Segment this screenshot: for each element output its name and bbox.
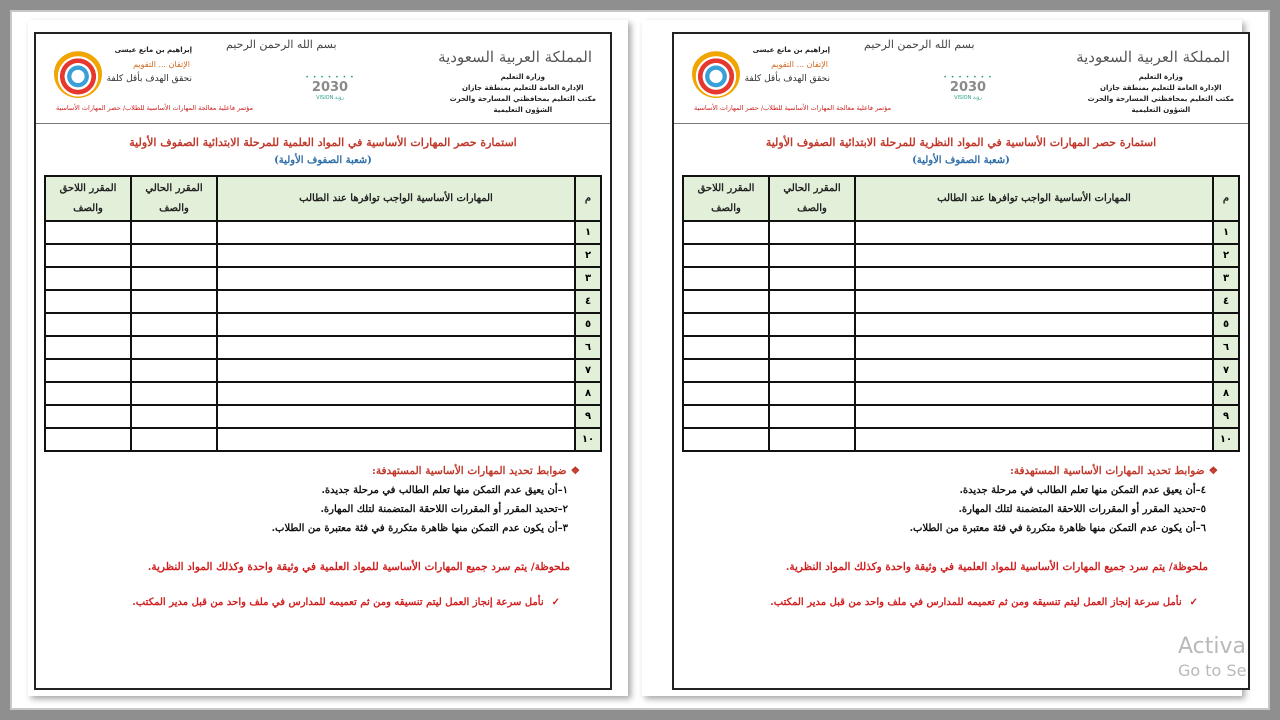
vision-dots-icon: • • • • • • •	[943, 74, 993, 81]
current-cell[interactable]	[769, 382, 855, 405]
check-note: ✓نأمل سرعة إنجاز العمل ليتم تنسيقه ومن ثم تعميمه للمدارس في ملف واحد من قبل مدير المكتب.	[132, 597, 560, 608]
table-row: ٧	[45, 359, 601, 382]
conference-line: مؤتمر فاعلية معالجة المهارات الأساسية للطلاب/ حصر المهارات الأساسية	[56, 104, 254, 112]
next-cell[interactable]	[45, 382, 131, 405]
current-cell[interactable]	[769, 336, 855, 359]
next-cell[interactable]	[683, 244, 769, 267]
current-cell[interactable]	[769, 221, 855, 244]
current-cell[interactable]	[769, 244, 855, 267]
table-row: ٧	[683, 359, 1239, 382]
next-cell[interactable]	[683, 428, 769, 451]
skill-cell[interactable]	[855, 244, 1213, 267]
school-logo: إبراهيم بن مانع عيسى الإتقان ... التقويم نحقق الهدف بأقل كلفة	[690, 46, 832, 100]
criteria-item: ٢–تحديد المقرر أو المقررات اللاحقة المتضمنة لتلك المهارة.	[320, 504, 568, 515]
col-num-header: م	[1213, 176, 1239, 221]
check-icon: ✓	[1189, 597, 1198, 608]
basmala: بسم الله الرحمن الرحيم	[226, 38, 337, 51]
note-text: ملحوظة/ يتم سرد جميع المهارات الأساسية للمواد العلمية في وثيقة واحدة وكذلك المواد النظرية.	[147, 561, 570, 573]
kingdom-calligraphy: المملكة العربية السعودية	[438, 48, 592, 66]
skill-cell[interactable]	[217, 382, 575, 405]
office-info: وزارة التعليم الإدارة العامة للتعليم بمنطقة جازان مكتب التعليم بمحافظتي المسارحة والحرث الشؤون التعليمية	[449, 73, 596, 114]
table-row: ٦	[45, 336, 601, 359]
table-row: ٩	[683, 405, 1239, 428]
criteria-item: ١–أن يعيق عدم التمكن منها تعلم الطالب في مرحلة جديدة.	[321, 485, 568, 496]
kingdom-calligraphy: المملكة العربية السعودية	[1076, 48, 1230, 66]
table-header-row	[45, 176, 601, 221]
current-cell[interactable]	[131, 336, 217, 359]
criteria-item: ٤–أن يعيق عدم التمكن منها تعلم الطالب في مرحلة جديدة.	[959, 485, 1206, 496]
table-row: ٤	[45, 290, 601, 313]
next-cell[interactable]	[683, 382, 769, 405]
skill-cell[interactable]	[855, 405, 1213, 428]
col-skills-header: المهارات الأساسية الواجب توافرها عند الطالب	[855, 176, 1213, 221]
criteria-item: ٥–تحديد المقرر أو المقررات اللاحقة المتضمنة لتلك المهارة.	[958, 504, 1206, 515]
next-cell[interactable]	[45, 336, 131, 359]
table-row: ١٠	[683, 428, 1239, 451]
table-row: ٤	[683, 290, 1239, 313]
rings-icon	[692, 50, 740, 98]
skill-cell[interactable]	[855, 290, 1213, 313]
page-header	[36, 34, 610, 124]
table-row: ٥	[45, 313, 601, 336]
current-cell[interactable]	[769, 313, 855, 336]
table-row: ٥	[683, 313, 1239, 336]
skill-cell[interactable]	[217, 359, 575, 382]
col-current-header: المقرر الحالي والصف	[131, 176, 217, 221]
table-header-row	[683, 176, 1239, 221]
col-next-header: المقرر اللاحق والصف	[683, 176, 769, 221]
col-num-header: م	[575, 176, 601, 221]
col-current-header: المقرر الحالي والصف	[769, 176, 855, 221]
school-logo: إبراهيم بن مانع عيسى الإتقان ... التقويم نحقق الهدف بأقل كلفة	[52, 46, 194, 100]
next-cell[interactable]	[45, 244, 131, 267]
next-cell[interactable]	[45, 290, 131, 313]
current-cell[interactable]	[769, 359, 855, 382]
criteria-section	[56, 465, 580, 534]
vision-dots-icon: • • • • • • •	[305, 74, 355, 81]
table-row: ٨	[683, 382, 1239, 405]
office-info: وزارة التعليم الإدارة العامة للتعليم بمنطقة جازان مكتب التعليم بمحافظتي المسارحة والحرث الشؤون التعليمية	[1087, 73, 1234, 114]
skill-cell[interactable]	[855, 336, 1213, 359]
skill-cell[interactable]	[855, 267, 1213, 290]
current-cell[interactable]	[131, 359, 217, 382]
current-cell[interactable]	[131, 267, 217, 290]
diamond-bullet-icon: ❖	[570, 465, 580, 477]
current-cell[interactable]	[131, 221, 217, 244]
next-cell[interactable]	[45, 428, 131, 451]
check-icon: ✓	[551, 597, 560, 608]
skill-cell[interactable]	[217, 405, 575, 428]
vision-2030-logo: • • • • • • • 2030 VISION رؤية	[294, 74, 366, 101]
table-row: ١	[45, 221, 601, 244]
criteria-heading: ❖ضوابط تحديد المهارات الأساسية المستهدفة:	[371, 465, 580, 477]
current-cell[interactable]	[131, 428, 217, 451]
table-row: ٢	[683, 244, 1239, 267]
criteria-item: ٣–أن يكون عدم التمكن منها ظاهرة متكررة في فئة معتبرة من الطلاب.	[271, 523, 568, 534]
skill-cell[interactable]	[217, 336, 575, 359]
next-cell[interactable]	[683, 336, 769, 359]
skill-cell[interactable]	[855, 313, 1213, 336]
next-cell[interactable]	[45, 221, 131, 244]
current-cell[interactable]	[769, 405, 855, 428]
skill-cell[interactable]	[855, 359, 1213, 382]
form-page-theoretical	[672, 32, 1250, 690]
form-title: استمارة حصر المهارات الأساسية في المواد العلمية للمرحلة الابتدائية الصفوف الأولية	[129, 136, 517, 149]
skill-cell[interactable]	[855, 428, 1213, 451]
skill-cell[interactable]	[217, 244, 575, 267]
form-subtitle: (شعبة الصفوف الأولية)	[274, 155, 372, 166]
current-cell[interactable]	[131, 313, 217, 336]
next-cell[interactable]	[45, 313, 131, 336]
table-row: ٦	[683, 336, 1239, 359]
table-row: ٢	[45, 244, 601, 267]
table-row: ٣	[45, 267, 601, 290]
rings-icon	[54, 50, 102, 98]
diamond-bullet-icon: ❖	[1208, 465, 1218, 477]
criteria-heading: ❖ضوابط تحديد المهارات الأساسية المستهدفة:	[1009, 465, 1218, 477]
table-row: ٨	[45, 382, 601, 405]
form-subtitle: (شعبة الصفوف الأولية)	[912, 155, 1010, 166]
skill-cell[interactable]	[217, 290, 575, 313]
next-cell[interactable]	[683, 290, 769, 313]
current-cell[interactable]	[131, 405, 217, 428]
activation-watermark: Activa Go to Se	[1178, 634, 1247, 680]
current-cell[interactable]	[131, 244, 217, 267]
current-cell[interactable]	[131, 382, 217, 405]
table-row: ١٠	[45, 428, 601, 451]
table-row: ٩	[45, 405, 601, 428]
current-cell[interactable]	[769, 267, 855, 290]
next-cell[interactable]	[683, 313, 769, 336]
skill-cell[interactable]	[855, 221, 1213, 244]
vision-2030-logo: • • • • • • • 2030 VISION رؤية	[932, 74, 1004, 101]
skills-table	[44, 175, 602, 452]
skill-cell[interactable]	[217, 221, 575, 244]
page-header	[674, 34, 1248, 124]
check-note: ✓نأمل سرعة إنجاز العمل ليتم تنسيقه ومن ثم تعميمه للمدارس في ملف واحد من قبل مدير المكتب.	[770, 597, 1198, 608]
next-cell[interactable]	[683, 359, 769, 382]
form-title: استمارة حصر المهارات الأساسية في المواد النظرية للمرحلة الابتدائية الصفوف الأولية	[765, 136, 1157, 149]
col-skills-header: المهارات الأساسية الواجب توافرها عند الطالب	[217, 176, 575, 221]
table-row: ١	[683, 221, 1239, 244]
form-page-science	[34, 32, 612, 690]
conference-line: مؤتمر فاعلية معالجة المهارات الأساسية للطلاب/ حصر المهارات الأساسية	[694, 104, 892, 112]
current-cell[interactable]	[131, 290, 217, 313]
note-text: ملحوظة/ يتم سرد جميع المهارات الأساسية للمواد العلمية في وثيقة واحدة وكذلك المواد النظرية.	[785, 561, 1208, 573]
next-cell[interactable]	[683, 267, 769, 290]
skill-cell[interactable]	[217, 267, 575, 290]
current-cell[interactable]	[769, 428, 855, 451]
skill-cell[interactable]	[217, 428, 575, 451]
table-row: ٣	[683, 267, 1239, 290]
col-next-header: المقرر اللاحق والصف	[45, 176, 131, 221]
basmala: بسم الله الرحمن الرحيم	[864, 38, 975, 51]
skill-cell[interactable]	[855, 382, 1213, 405]
criteria-item: ٦–أن يكون عدم التمكن منها ظاهرة متكررة في فئة معتبرة من الطلاب.	[909, 523, 1206, 534]
next-cell[interactable]	[45, 267, 131, 290]
next-cell[interactable]	[683, 405, 769, 428]
criteria-section	[694, 465, 1218, 534]
next-cell[interactable]	[45, 359, 131, 382]
current-cell[interactable]	[769, 290, 855, 313]
next-cell[interactable]	[45, 405, 131, 428]
skills-table	[682, 175, 1240, 452]
skill-cell[interactable]	[217, 313, 575, 336]
next-cell[interactable]	[683, 221, 769, 244]
